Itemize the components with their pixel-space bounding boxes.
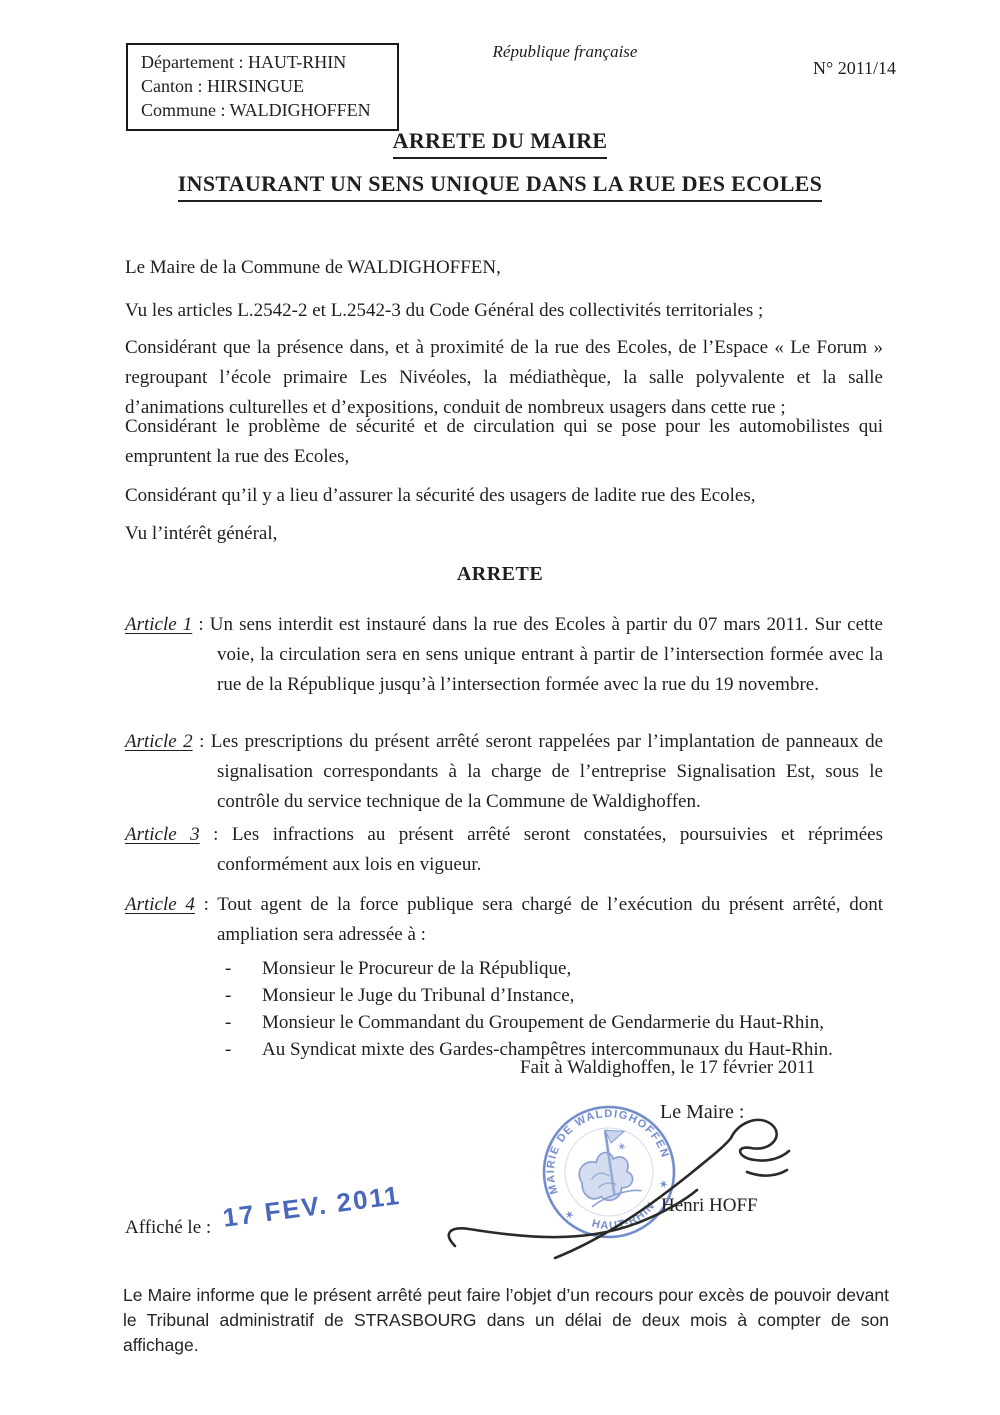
signer-title: Le Maire : [660, 1101, 745, 1123]
preamble-paragraph: Le Maire de la Commune de WALDIGHOFFEN, [125, 257, 501, 278]
header-canton: Canton : HIRSINGUE [141, 76, 304, 96]
article-label: Article 1 [125, 614, 193, 635]
star-icon: ✶ [614, 1138, 629, 1156]
dash-bullet: - [225, 1012, 232, 1033]
preamble-paragraph: Considérant que la présence dans, et à proximité de la rue des Ecoles, de l’Espace « Le Forum » regroupant l’école primaire Les Nivéoles, la médiathèque, la salle polyvalente et la salle d’animations culturelles et d’expositions, conduit de nombreux usagers dans cette rue ; [125, 337, 883, 418]
republic-label: République française [492, 42, 638, 61]
article-text: Tout agent de la force publique sera chargé de l’exécution du présent arrêté, dont ampliation sera adressée à : [217, 894, 884, 945]
article-label: Article 4 [125, 894, 195, 915]
dash-bullet: - [225, 1039, 232, 1060]
list-item: - Monsieur le Commandant du Groupement de Gendarmerie du Haut-Rhin, [217, 1009, 883, 1036]
article-2 [125, 727, 883, 817]
preamble-paragraph: Considérant qu’il y a lieu d’assurer la sécurité des usagers de ladite rue des Ecoles, [125, 485, 756, 506]
article-colon: : [194, 894, 218, 915]
decree-number: N° 2011/14 [813, 58, 897, 78]
star-icon: ✶ [658, 1178, 670, 1192]
preamble-paragraph: Vu les articles L.2542-2 et L.2542-3 du Code Général des collectivités territoriales ; [125, 300, 764, 321]
article-label: Article 3 [125, 824, 200, 845]
list-item: - Monsieur le Juge du Tribunal d’Instance, [217, 982, 883, 1009]
article-3 [125, 820, 883, 880]
article-colon: : [199, 824, 232, 845]
header-department: Département : HAUT-RHIN [141, 52, 347, 72]
list-item: - Monsieur le Procureur de la République, [217, 955, 883, 982]
header-commune: Commune : WALDIGHOFFEN [141, 100, 371, 120]
arrete-heading: ARRETE [456, 563, 544, 585]
preamble-paragraph: Vu l’intérêt général, [125, 523, 278, 544]
article-text: Les infractions au présent arrêté seront constatées, poursuivies et réprimées conformément aux lois en vigueur. [217, 824, 884, 875]
dash-bullet: - [225, 985, 232, 1006]
place-and-date: Fait à Waldighoffen, le 17 février 2011 [520, 1057, 816, 1078]
article-colon: : [192, 731, 211, 752]
star-icon: ✶ [564, 1209, 576, 1223]
posted-date-ink-stamp: 17 FEV. 2011 [220, 1179, 403, 1233]
article-1 [125, 610, 883, 700]
article-text: Un sens interdit est instauré dans la rue des Ecoles à partir du 07 mars 2011. Sur cette voie, la circulation sera en sens unique entrant à partir de l’intersection formée avec la rue de la République jusqu’à l’intersection formée avec la rue du 19 novembre. [209, 614, 883, 695]
article-text: Les prescriptions du présent arrêté seront rappelées par l’implantation de panneaux de signalisation correspondants à la charge de l’entreprise Signalisation Est, sous le contrôle du service technique de la Commune de Waldighoffen. [210, 731, 883, 812]
appeal-notice: Le Maire informe que le présent arrêté peut faire l’objet d’un recours pour excès de pouvoir devant le Tribunal administratif de STRASBOURG dans un délai de deux mois à compter de son affichage. [123, 1285, 889, 1355]
stamp-top-text: MAIRIE DE WALDIGHOFFEN [544, 1108, 672, 1196]
posted-date-label: Affiché le : [125, 1217, 212, 1238]
mayor-signature [435, 1088, 795, 1268]
article-4-recipient-list [217, 955, 883, 1063]
article-label: Article 2 [125, 731, 193, 752]
title-main: ARRETE DU MAIRE [5, 128, 995, 159]
header-admin-box [126, 43, 399, 131]
dash-bullet: - [225, 958, 232, 979]
article-colon: : [192, 614, 210, 635]
title-sub: INSTAURANT UN SENS UNIQUE DANS LA RUE DES ECOLES [5, 171, 995, 202]
list-item: - Au Syndicat mixte des Gardes-champêtres intercommunaux du Haut-Rhin. [217, 1036, 883, 1063]
preamble-paragraph: Considérant le problème de sécurité et de circulation qui se pose pour les automobilistes qui empruntent la rue des Ecoles, [125, 416, 883, 467]
article-4 [125, 890, 883, 1063]
signer-name: Henri HOFF [661, 1195, 758, 1216]
stamp-bottom-text: HAUT-RHIN [590, 1199, 658, 1233]
